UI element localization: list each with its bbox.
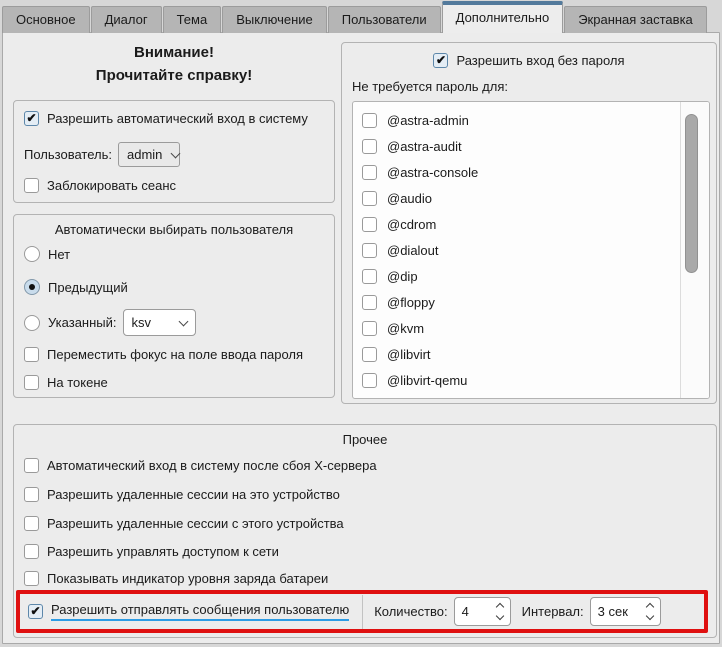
lock-session-row[interactable] <box>24 178 176 193</box>
user-select-row <box>24 142 180 167</box>
battery-indicator-row[interactable] <box>24 571 328 586</box>
chevron-up-icon[interactable] <box>645 602 653 610</box>
radio-none-label: Нет <box>48 246 71 262</box>
specified-user-value: ksv <box>131 315 151 330</box>
group-label: @dip <box>387 268 418 284</box>
list-item[interactable] <box>353 185 709 211</box>
list-scrollbar[interactable] <box>680 102 709 398</box>
chevron-down-icon[interactable] <box>495 611 503 619</box>
focus-password-label: Переместить фокус на поле ввода пароля <box>47 347 304 362</box>
spinner-arrows <box>497 602 503 622</box>
group-label: @dialout <box>387 242 439 258</box>
group-checkbox[interactable] <box>362 347 377 362</box>
group-checkbox[interactable] <box>362 269 377 284</box>
lock-session-checkbox[interactable] <box>24 178 39 193</box>
network-access-checkbox[interactable] <box>24 544 39 559</box>
list-item[interactable] <box>353 289 709 315</box>
group-label: @libvirt <box>387 346 431 362</box>
group-checkbox[interactable] <box>362 113 377 128</box>
interval-label: Интервал: <box>521 604 584 619</box>
no-password-list-label: Не требуется пароль для: <box>352 79 509 94</box>
count-value: 4 <box>461 604 469 619</box>
no-password-group <box>341 42 717 404</box>
radio-none-row[interactable] <box>24 246 70 262</box>
token-label: На токене <box>47 375 108 390</box>
list-item[interactable] <box>353 263 709 289</box>
user-messages-label: Разрешить отправлять сообщения пользователю <box>51 602 349 621</box>
xserver-relogin-label: Автоматический вход в систему после сбоя X-сервера <box>47 458 377 473</box>
specified-user-combobox[interactable] <box>123 309 196 336</box>
group-checkbox[interactable] <box>362 243 377 258</box>
scrollbar-thumb[interactable] <box>685 114 698 273</box>
warning-line-2: Прочитайте справку! <box>95 67 253 84</box>
warning-line-1: Внимание! <box>134 44 214 61</box>
group-checkbox[interactable] <box>362 191 377 206</box>
list-item[interactable] <box>353 341 709 367</box>
auto-select-group-title: Автоматически выбирать пользователя <box>54 222 294 237</box>
battery-indicator-label: Показывать индикатор уровня заряда батареи <box>47 571 329 586</box>
list-item[interactable] <box>353 159 709 185</box>
interval-value: 3 сек <box>597 604 628 619</box>
misc-group-title: Прочее <box>342 432 388 447</box>
group-label: @audio <box>387 190 433 206</box>
allow-no-password-label: Разрешить вход без пароля <box>456 53 625 68</box>
group-label: @floppy <box>387 294 435 310</box>
remote-to-device-label: Разрешить удаленные сессии на это устройство <box>47 487 340 502</box>
radio-specified[interactable] <box>24 315 40 331</box>
allow-autologin-checkbox[interactable] <box>24 111 39 126</box>
remote-from-device-checkbox[interactable] <box>24 516 39 531</box>
group-checkbox[interactable] <box>362 321 377 336</box>
tab-bar <box>2 0 708 33</box>
radio-specified-row[interactable] <box>24 309 196 336</box>
allow-no-password-row[interactable] <box>342 53 716 68</box>
chevron-down-icon[interactable] <box>645 611 653 619</box>
auto-select-user-group <box>13 214 335 398</box>
user-combobox-value: admin <box>126 147 163 162</box>
group-list[interactable] <box>352 101 710 399</box>
network-access-row[interactable] <box>24 544 279 559</box>
tab-screensaver[interactable]: Экранная заставка <box>564 6 707 33</box>
remote-from-device-label: Разрешить удаленные сессии с этого устройства <box>47 516 344 531</box>
group-label: @libvirt-qemu <box>387 372 468 388</box>
count-spinbox[interactable] <box>454 597 511 626</box>
radio-previous[interactable] <box>24 279 40 295</box>
group-checkbox[interactable] <box>362 165 377 180</box>
lock-session-label: Заблокировать сеанс <box>47 178 176 193</box>
group-checkbox[interactable] <box>362 399 377 400</box>
group-label: @kvm <box>387 320 425 336</box>
list-item[interactable] <box>353 211 709 237</box>
focus-password-row[interactable] <box>24 347 303 362</box>
allow-no-password-checkbox[interactable] <box>433 53 448 68</box>
group-checkbox[interactable] <box>362 217 377 232</box>
allow-autologin-label: Разрешить автоматический вход в систему <box>47 111 308 126</box>
chevron-down-icon <box>178 316 188 326</box>
advanced-tab-panel <box>2 32 720 644</box>
group-checkbox[interactable] <box>362 295 377 310</box>
user-messages-checkbox[interactable] <box>28 604 43 619</box>
xserver-relogin-row[interactable] <box>24 458 377 473</box>
list-item-partial[interactable] <box>353 393 709 399</box>
count-label: Количество: <box>374 604 448 619</box>
tab-shutdown[interactable]: Выключение <box>222 6 327 33</box>
group-label: @astra-console <box>387 164 479 180</box>
battery-indicator-checkbox[interactable] <box>24 571 39 586</box>
user-label: Пользователь: <box>24 147 112 162</box>
radio-previous-row[interactable] <box>24 279 128 295</box>
tab-dialog[interactable]: Диалог <box>91 6 162 33</box>
tab-advanced[interactable]: Дополнительно <box>442 1 564 33</box>
user-combobox[interactable] <box>118 142 180 167</box>
remote-from-device-row[interactable] <box>24 516 344 531</box>
token-checkbox[interactable] <box>24 375 39 390</box>
allow-autologin-row[interactable] <box>24 111 308 126</box>
remote-to-device-row[interactable] <box>24 487 340 502</box>
xserver-relogin-checkbox[interactable] <box>24 458 39 473</box>
tab-users[interactable]: Пользователи <box>328 6 441 33</box>
list-item[interactable] <box>353 133 709 159</box>
radio-previous-label: Предыдущий <box>48 279 128 295</box>
radio-none[interactable] <box>24 246 40 262</box>
separator <box>362 595 363 629</box>
auto-login-group <box>13 100 335 203</box>
list-item[interactable] <box>353 315 709 341</box>
chevron-up-icon[interactable] <box>495 602 503 610</box>
remote-to-device-checkbox[interactable] <box>24 487 39 502</box>
list-item[interactable] <box>353 367 709 393</box>
group-checkbox[interactable] <box>362 373 377 388</box>
spinner-arrows <box>647 602 653 622</box>
group-label: @cdrom <box>387 216 437 232</box>
red-highlight-annotation <box>16 590 708 633</box>
tab-theme[interactable]: Тема <box>163 6 222 33</box>
group-checkbox[interactable] <box>362 139 377 154</box>
list-item[interactable] <box>353 237 709 263</box>
list-item[interactable] <box>353 107 709 133</box>
focus-password-checkbox[interactable] <box>24 347 39 362</box>
interval-spinbox[interactable] <box>590 597 661 626</box>
radio-specified-label: Указанный: <box>48 315 117 330</box>
token-row[interactable] <box>24 375 108 390</box>
tab-basic[interactable]: Основное <box>2 6 90 33</box>
group-label: @astra-audit <box>387 138 462 154</box>
network-access-label: Разрешить управлять доступом к сети <box>47 544 279 559</box>
misc-group <box>13 424 717 638</box>
group-label: @astra-admin <box>387 112 469 128</box>
chevron-down-icon <box>171 148 181 158</box>
